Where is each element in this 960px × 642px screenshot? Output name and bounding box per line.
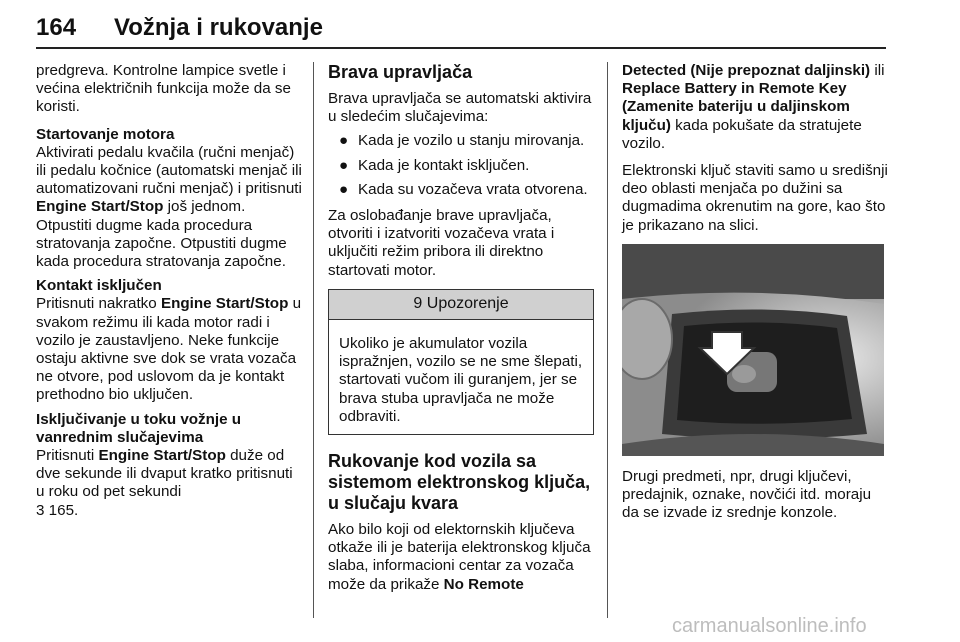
key-message-paragraph: Detected (Nije prepoznat daljinski) ili Replace Battery in Remote Key (Zamenite bateriju u daljinskom ključu) kada pokušate da stratujete vozilo. <box>622 62 885 152</box>
page-header <box>36 14 886 48</box>
steering-lock-intro: Brava upravljača se automatski aktivira u sledećim slučajevima: <box>328 90 592 126</box>
message-replace-battery: Replace Battery in Remote Key (Zamenite bateriju u daljinskom ključu) <box>622 80 850 134</box>
emergency-off-button-ref: Engine Start/Stop <box>98 447 226 465</box>
intro-paragraph: predgreva. Kontrolne lampice svetle i većina električnih funkcija može da se koristi. <box>36 62 291 116</box>
bullet-icon: ● <box>339 180 349 198</box>
center-console-key-photo <box>622 244 884 456</box>
engine-start-text <box>36 144 302 271</box>
key-placement-paragraph: Elektronski ključ staviti samo u središnji deo oblasti menjača po dužini sa dugmadima okrenutim na gore, kao što je prikazano na slici. <box>622 162 888 234</box>
ignition-off-text-2: u svakom režimu ili kada motor radi i vozilo je zaustavljeno. Neke funkcije ostaju aktivne sve dok se vrata vozača ne otvore, pod uslovom da je kontakt prethodno bio uključen. <box>36 295 302 404</box>
page-number: 164 <box>36 14 77 41</box>
warning-text: Ukoliko je akumulator vozila ispražnjen, vozilo se ne sme šlepati, startovati vučom ili guranjem, jer se brava stuba upravljača ne može odbraviti. <box>339 335 583 425</box>
emergency-off-section <box>36 411 302 520</box>
list-item: ● Kada su vozačeva vrata otvorena. <box>339 180 588 198</box>
engine-start-button-ref: Engine Start/Stop <box>36 198 164 216</box>
column-1 <box>36 62 302 524</box>
bullet-icon: ● <box>339 132 349 150</box>
electronic-key-failure-text: Ako bilo koji od elektornskih ključeva otkaže ili je baterija elektronskog ključa slaba, informacioni centar za vozača može da prikaže No Remote <box>328 521 591 593</box>
steering-lock-heading: Brava upravljača <box>328 62 473 82</box>
watermark: carmanualsonline.info <box>672 615 867 637</box>
warning-triangle-icon: 9 <box>413 294 423 312</box>
warning-box <box>328 289 594 435</box>
page-ref-icon: 3 <box>36 501 45 519</box>
ignition-off-button-ref: Engine Start/Stop <box>160 295 289 313</box>
header-rule <box>36 47 886 49</box>
bullet-icon: ● <box>339 156 349 174</box>
emergency-off-text <box>36 447 302 520</box>
emergency-off-heading: Isključivanje u toku vožnje u vanrednim slučajevima <box>36 410 242 446</box>
chapter-title: Vožnja i rukovanje <box>114 14 323 41</box>
ignition-off-text <box>36 295 302 404</box>
column-divider-2 <box>607 62 608 618</box>
list-item: ● Kada je vozilo u stanju mirovanja. <box>339 132 585 150</box>
column-3 <box>622 62 888 531</box>
ignition-off-heading: Kontakt isključen <box>36 277 162 295</box>
ignition-off-section <box>36 277 302 404</box>
message-no-remote: No Remote <box>443 575 524 593</box>
other-objects-paragraph: Drugi predmeti, npr, drugi ključevi, predajnik, oznake, novčići itd. moraju da se izvade iz srednje konzole. <box>622 467 872 522</box>
page-ref-link[interactable]: 165. <box>44 501 79 519</box>
engine-start-text-1: Aktivirati pedalu kvačila (ručni menjač) ili pedalu kočnice (automatski menjač ili automatizovani ručni menjač) i pritisnuti <box>36 143 302 198</box>
engine-start-heading: Startovanje motora <box>36 125 175 143</box>
list-item: ● Kada je kontakt isključen. <box>339 156 530 174</box>
warning-title: Upozorenje <box>426 294 509 312</box>
steering-unlock-text: Za oslobađanje brave upravljača, otvoriti i izatvoriti vozačeva vrata i uključiti režim pribora ili direktno startovati motor. <box>328 207 555 279</box>
emergency-off-text-1: Pritisnuti <box>36 447 99 465</box>
engine-start-section <box>36 126 302 272</box>
electronic-key-failure-heading: Rukovanje kod vozila sa sistemom elektronskog ključa, u slučaju kvara <box>328 451 591 514</box>
warning-header <box>329 290 593 320</box>
engine-start-text-2: još jednom. Otpustiti dugme kada procedura stratovanja započne. Otpustiti dugme kada procedura stratovanja započne. <box>36 198 287 271</box>
column-divider-1 <box>313 62 314 618</box>
message-detected: Detected (Nije prepoznat daljinski) <box>622 62 871 79</box>
emergency-off-text-2: duže od dve sekunde ili dvaput kratko pritisnuti u roku od pet sekundi <box>36 447 293 501</box>
steering-lock-list <box>328 132 594 199</box>
ignition-off-text-1: Pritisnuti nakratko <box>36 295 161 313</box>
column-2 <box>328 62 594 594</box>
